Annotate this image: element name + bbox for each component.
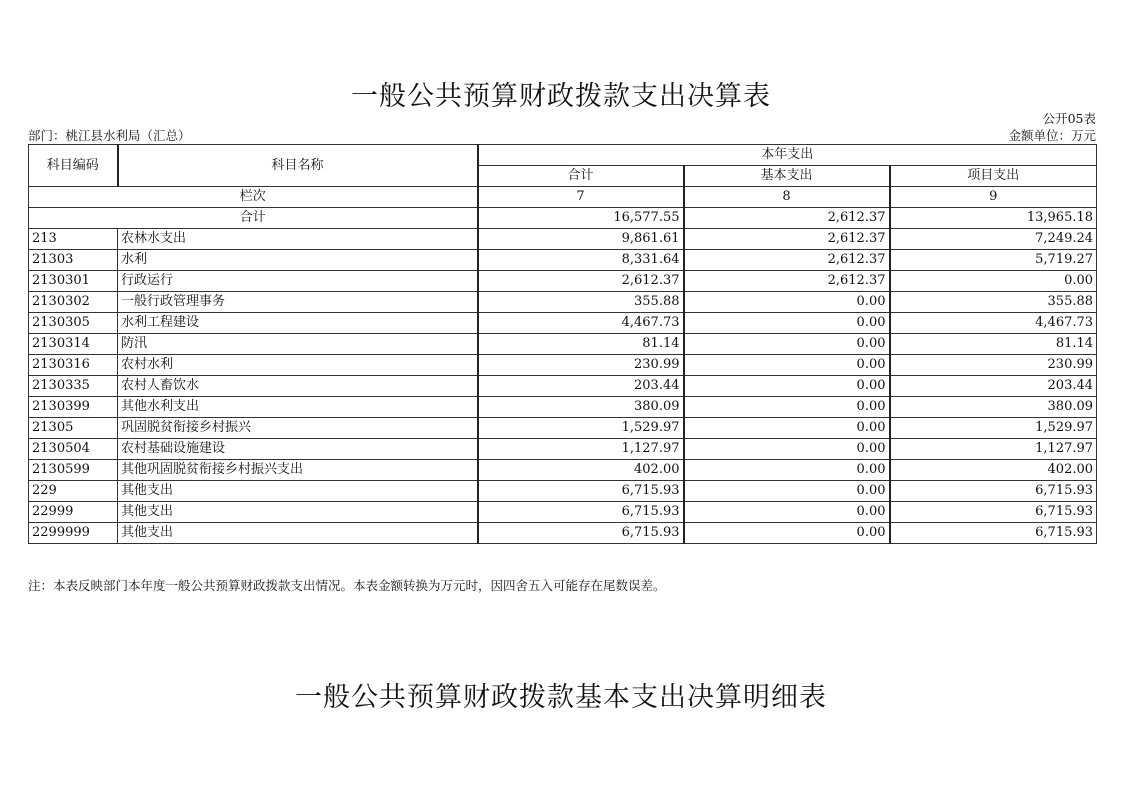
unit-label: 金额单位：万元 [1008, 128, 1096, 143]
row-basic: 0.00 [684, 523, 890, 544]
header-name: 科目名称 [118, 145, 478, 187]
row-code: 2130314 [29, 334, 118, 355]
row-code: 21303 [29, 250, 118, 271]
row-basic: 0.00 [684, 313, 890, 334]
row-total: 6,715.93 [478, 502, 684, 523]
row-project: 1,127.97 [890, 439, 1097, 460]
row-code: 2130301 [29, 271, 118, 292]
column-index-basic: 8 [684, 187, 890, 208]
row-basic: 2,612.37 [684, 250, 890, 271]
header-code: 科目编码 [29, 145, 118, 187]
table-row [29, 418, 1097, 439]
table-row [29, 502, 1097, 523]
row-name: 水利 [118, 250, 478, 271]
row-name: 水利工程建设 [118, 313, 478, 334]
row-total: 203.44 [478, 376, 684, 397]
row-code: 21305 [29, 418, 118, 439]
table-row [29, 250, 1097, 271]
row-project: 355.88 [890, 292, 1097, 313]
row-name: 一般行政管理事务 [118, 292, 478, 313]
row-project: 0.00 [890, 271, 1097, 292]
column-index-label: 栏次 [29, 187, 478, 208]
header-basic: 基本支出 [684, 166, 890, 187]
row-total: 2,612.37 [478, 271, 684, 292]
row-code: 2130504 [29, 439, 118, 460]
row-project: 5,719.27 [890, 250, 1097, 271]
column-index-project: 9 [890, 187, 1097, 208]
row-name: 其他支出 [118, 502, 478, 523]
row-basic: 0.00 [684, 460, 890, 481]
row-code: 213 [29, 229, 118, 250]
row-total: 1,529.97 [478, 418, 684, 439]
table-row [29, 313, 1097, 334]
row-code: 2130316 [29, 355, 118, 376]
table-row [29, 460, 1097, 481]
form-number: 公开05表 [1042, 111, 1096, 126]
row-basic: 0.00 [684, 481, 890, 502]
row-total: 402.00 [478, 460, 684, 481]
next-section-title: 一般公共预算财政拨款基本支出决算明细表 [295, 682, 827, 713]
row-project: 7,249.24 [890, 229, 1097, 250]
row-name: 农村水利 [118, 355, 478, 376]
row-name: 其他水利支出 [118, 397, 478, 418]
sum-row-project: 13,965.18 [890, 208, 1097, 229]
row-total: 9,861.61 [478, 229, 684, 250]
row-code: 2130305 [29, 313, 118, 334]
row-basic: 0.00 [684, 376, 890, 397]
row-name: 农林水支出 [118, 229, 478, 250]
row-code: 2130399 [29, 397, 118, 418]
row-name: 防汛 [118, 334, 478, 355]
expense-table [28, 144, 1097, 544]
row-total: 6,715.93 [478, 481, 684, 502]
page-title: 一般公共预算财政拨款支出决算表 [351, 81, 771, 112]
header-project: 项目支出 [890, 166, 1097, 187]
row-name: 农村人畜饮水 [118, 376, 478, 397]
row-code: 229 [29, 481, 118, 502]
row-name: 其他巩固脱贫衔接乡村振兴支出 [118, 460, 478, 481]
column-index-total: 7 [478, 187, 684, 208]
row-basic: 0.00 [684, 292, 890, 313]
row-name: 行政运行 [118, 271, 478, 292]
row-project: 4,467.73 [890, 313, 1097, 334]
sum-row-label: 合计 [29, 208, 478, 229]
row-code: 22999 [29, 502, 118, 523]
department-label: 部门：桃江县水利局（汇总） [28, 128, 191, 143]
table-row [29, 334, 1097, 355]
row-total: 230.99 [478, 355, 684, 376]
row-name: 农村基础设施建设 [118, 439, 478, 460]
row-basic: 0.00 [684, 355, 890, 376]
row-total: 6,715.93 [478, 523, 684, 544]
table-note: 注：本表反映部门本年度一般公共预算财政拨款支出情况。本表金额转换为万元时，因四舍五入可能存在尾数误差。 [28, 578, 666, 593]
header-year-expense: 本年支出 [478, 145, 1097, 166]
sum-row-basic: 2,612.37 [684, 208, 890, 229]
row-project: 1,529.97 [890, 418, 1097, 439]
row-total: 4,467.73 [478, 313, 684, 334]
row-name: 其他支出 [118, 523, 478, 544]
table-row [29, 439, 1097, 460]
table-row [29, 523, 1097, 544]
row-total: 81.14 [478, 334, 684, 355]
row-total: 355.88 [478, 292, 684, 313]
row-project: 81.14 [890, 334, 1097, 355]
row-basic: 2,612.37 [684, 229, 890, 250]
row-basic: 0.00 [684, 439, 890, 460]
table-row [29, 271, 1097, 292]
row-project: 203.44 [890, 376, 1097, 397]
row-project: 230.99 [890, 355, 1097, 376]
row-code: 2130335 [29, 376, 118, 397]
row-name: 其他支出 [118, 481, 478, 502]
table-row [29, 397, 1097, 418]
table-row [29, 355, 1097, 376]
row-project: 6,715.93 [890, 502, 1097, 523]
header-total: 合计 [478, 166, 684, 187]
row-project: 402.00 [890, 460, 1097, 481]
row-code: 2299999 [29, 523, 118, 544]
table-row [29, 481, 1097, 502]
row-project: 380.09 [890, 397, 1097, 418]
table-row [29, 376, 1097, 397]
table-row [29, 292, 1097, 313]
row-basic: 0.00 [684, 502, 890, 523]
row-basic: 0.00 [684, 334, 890, 355]
row-project: 6,715.93 [890, 523, 1097, 544]
row-basic: 0.00 [684, 418, 890, 439]
row-name: 巩固脱贫衔接乡村振兴 [118, 418, 478, 439]
row-total: 1,127.97 [478, 439, 684, 460]
row-code: 2130302 [29, 292, 118, 313]
row-basic: 0.00 [684, 397, 890, 418]
row-total: 380.09 [478, 397, 684, 418]
row-project: 6,715.93 [890, 481, 1097, 502]
table-row [29, 229, 1097, 250]
row-code: 2130599 [29, 460, 118, 481]
sum-row-total: 16,577.55 [478, 208, 684, 229]
row-total: 8,331.64 [478, 250, 684, 271]
row-basic: 2,612.37 [684, 271, 890, 292]
